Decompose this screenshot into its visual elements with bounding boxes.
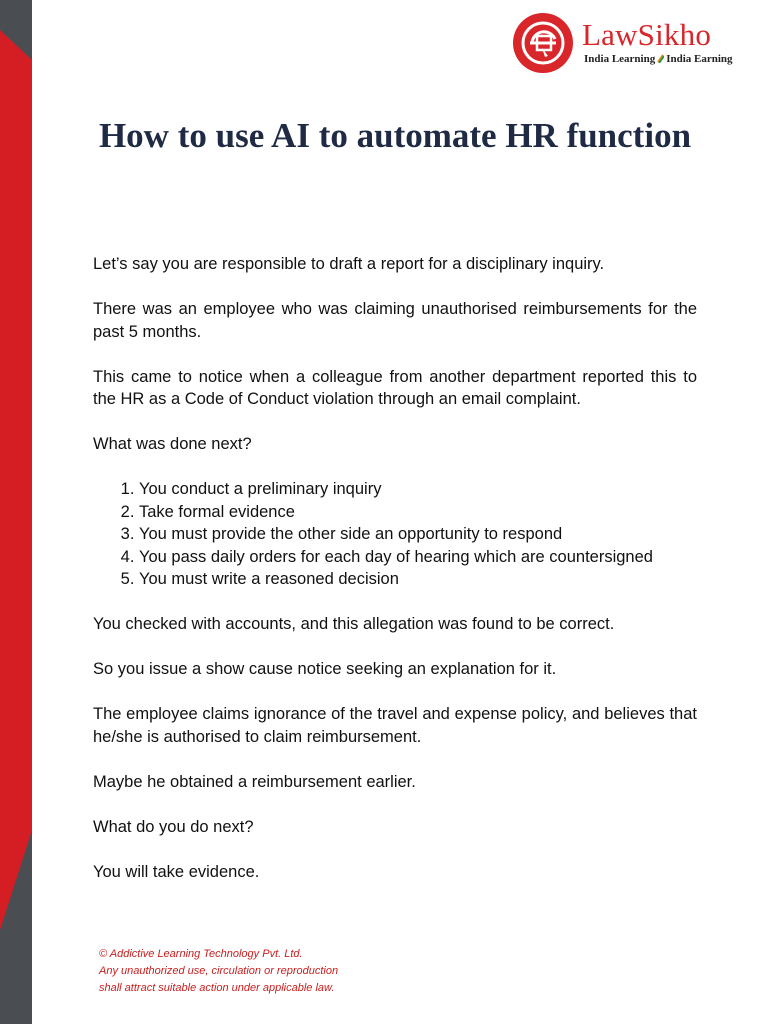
- brand-name: LawSikho: [582, 17, 712, 52]
- list-item: 4. You pass daily orders for each day of hearing which are countersigned: [139, 546, 697, 569]
- logo-emblem-icon: [512, 12, 574, 74]
- paragraph: What was done next?: [93, 435, 252, 453]
- paragraph: What do you do next?: [93, 817, 254, 836]
- paragraph: You will take evidence.: [93, 862, 260, 881]
- footer-line: © Addictive Learning Technology Pvt. Ltd.: [99, 948, 303, 960]
- brand-tagline: [584, 52, 733, 66]
- paragraph: So you issue a show cause notice seeking an explanation for it.: [93, 660, 557, 678]
- footer-line: shall attract suitable action under applicable law.: [99, 982, 335, 994]
- lawsikho-logo: [512, 12, 758, 74]
- tagline-left: India Learning: [584, 53, 656, 65]
- steps-list: [93, 478, 697, 591]
- paragraph: You checked with accounts, and this allegation was found to be correct.: [93, 615, 615, 633]
- paragraph: There was an employee who was claiming unauthorised reimbursements for the past 5 months.: [93, 300, 697, 341]
- tricolor-leaf-icon: [657, 54, 664, 63]
- list-item: 5. You must write a reasoned decision: [139, 568, 697, 591]
- paragraph: Let’s say you are responsible to draft a report for a disciplinary inquiry.: [93, 255, 605, 273]
- tagline-right: India Earning: [666, 53, 733, 65]
- footer-line: Any unauthorized use, circulation or reproduction: [99, 965, 339, 977]
- article-body: [93, 253, 697, 906]
- page-title: How to use AI to automate HR function: [98, 116, 692, 155]
- paragraph: This came to notice when a colleague from another department reported this to the HR as a Code of Conduct violation through an email complaint.: [93, 367, 697, 408]
- list-item: 1. You conduct a preliminary inquiry: [139, 478, 697, 501]
- list-item: 2. Take formal evidence: [139, 501, 697, 524]
- list-item: 3. You must provide the other side an opportunity to respond: [139, 523, 697, 546]
- copyright-footer: [99, 946, 338, 997]
- paragraph: Maybe he obtained a reimbursement earlier.: [93, 772, 416, 791]
- side-decoration: [0, 0, 32, 1024]
- paragraph: The employee claims ignorance of the travel and expense policy, and believes that he/she is authorised to claim reimbursement.: [93, 705, 697, 746]
